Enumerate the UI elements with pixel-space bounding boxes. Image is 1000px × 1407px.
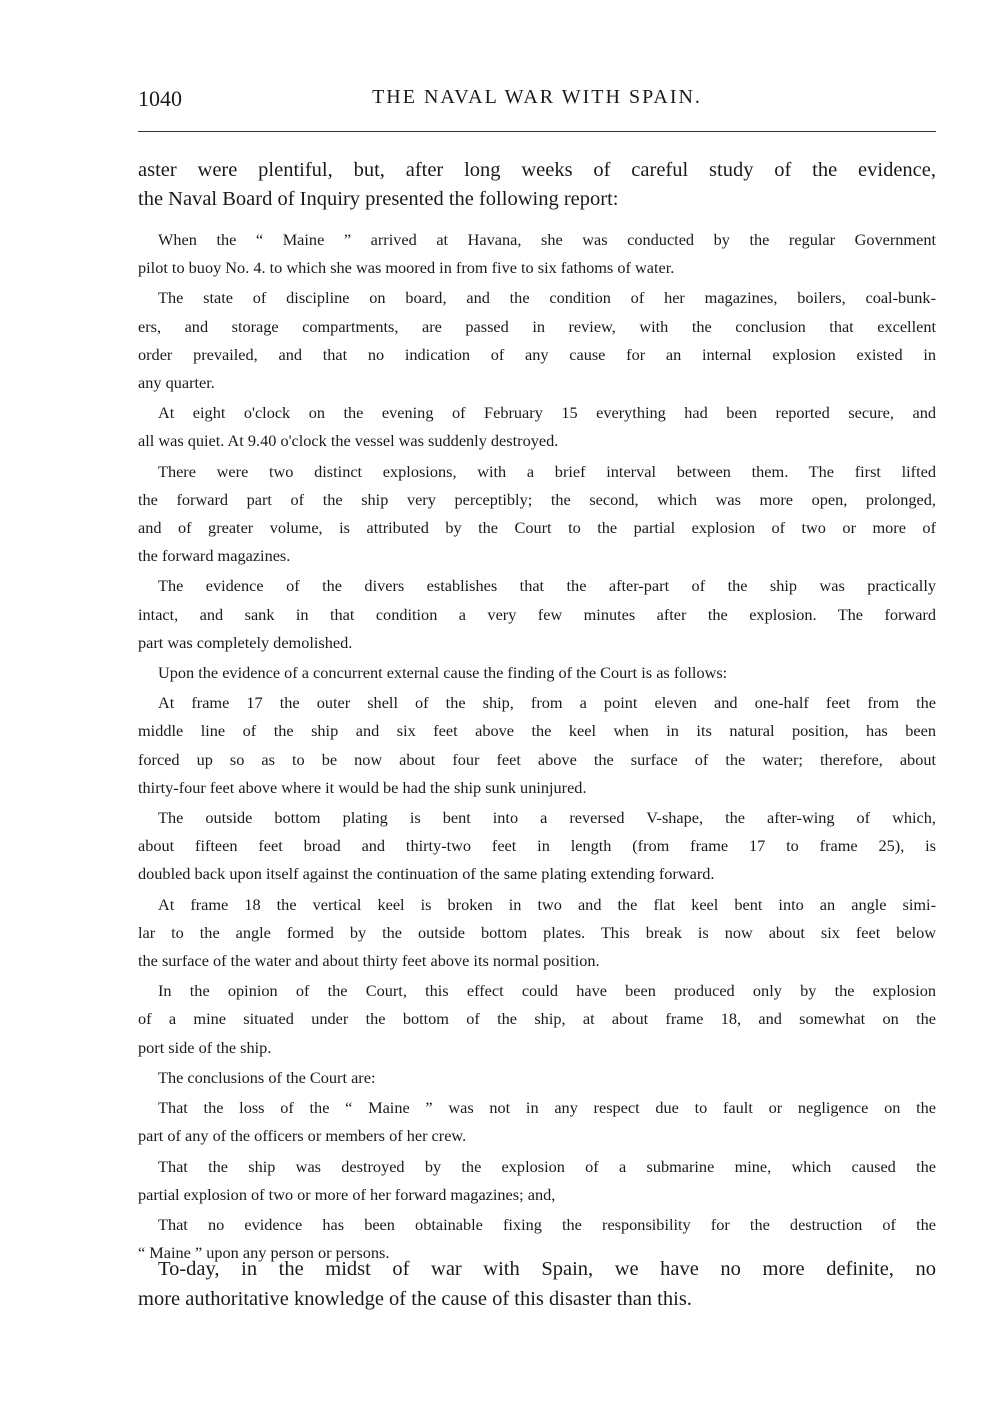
text-line: of a mine situated under the bottom of the ship, at about frame 18, and somewhat on the: [138, 1009, 936, 1029]
text-line: At frame 18 the vertical keel is broken in two and the flat keel bent into an angle simi-: [158, 894, 936, 914]
paragraph: [138, 399, 936, 455]
text-line: lar to the angle formed by the outside bottom plates. This break is now about six feet below: [138, 922, 936, 942]
text-line: the Naval Board of Inquiry presented the following report:: [138, 188, 619, 210]
paragraph: [138, 284, 936, 397]
text-line: forced up so as to be now about four feet above the surface of the water; therefore, about: [138, 749, 936, 769]
text-line: doubled back upon itself against the continuation of the same plating extending forward.: [138, 864, 715, 884]
text-line: That the ship was destroyed by the explosion of a submarine mine, which caused the: [158, 1156, 936, 1176]
text-line: aster were plentiful, but, after long weeks of careful study of the evidence,: [138, 159, 936, 181]
text-line: The evidence of the divers establishes that the after-part of the ship was practically: [158, 576, 936, 596]
text-line: In the opinion of the Court, this effect could have been produced only by the explosion: [158, 981, 936, 1001]
text-line: That the loss of the “ Maine ” was not in any respect due to fault or negligence on the: [158, 1098, 936, 1118]
paragraph: [138, 1094, 936, 1150]
text-line: order prevailed, and that no indication of any cause for an internal explosion existed in: [138, 344, 936, 364]
text-line: The outside bottom plating is bent into a reversed V-shape, the after-wing of which,: [158, 808, 936, 828]
paragraph: [138, 572, 936, 657]
closing-text: [138, 1254, 936, 1316]
report-text: [138, 226, 936, 1269]
paragraph: [138, 458, 936, 571]
text-line: and of greater volume, is attributed by the Court to the partial explosion of two or more of: [138, 518, 936, 538]
paragraph: [138, 1254, 936, 1314]
paragraph: [138, 226, 936, 282]
text-line: part was completely demolished.: [138, 632, 353, 652]
page-header: [138, 86, 936, 116]
paragraph: [138, 1064, 936, 1092]
text-line: At frame 17 the outer shell of the ship, from a point eleven and one-half feet from the: [158, 693, 936, 713]
paragraph: [138, 1153, 936, 1209]
text-line: all was quiet. At 9.40 o'clock the vessel was suddenly destroyed.: [138, 431, 559, 451]
paragraph: [138, 804, 936, 889]
text-line: Upon the evidence of a concurrent external cause the finding of the Court is as follows:: [158, 663, 728, 683]
text-line: The state of discipline on board, and the condition of her magazines, boilers, coal-bunk-: [158, 288, 936, 308]
text-line: port side of the ship.: [138, 1037, 272, 1057]
paragraph: [138, 977, 936, 1062]
text-line: part of any of the officers or members of her crew.: [138, 1126, 467, 1146]
text-line: partial explosion of two or more of her forward magazines; and,: [138, 1184, 556, 1204]
text-line: thirty-four feet above where it would be had the ship sunk uninjured.: [138, 777, 587, 797]
paragraph: [138, 891, 936, 976]
paragraph: [138, 156, 936, 214]
text-line: any quarter.: [138, 373, 215, 393]
text-line: pilot to buoy No. 4. to which she was moored in from five to six fathoms of water.: [138, 258, 675, 278]
text-line: “ Maine ” upon any person or persons.: [138, 1243, 390, 1263]
paragraph: [138, 659, 936, 687]
text-line: middle line of the ship and six feet above the keel when in its natural position, has been: [138, 721, 936, 741]
text-line: the surface of the water and about thirty feet above its normal position.: [138, 951, 600, 971]
text-line: the forward part of the ship very perceptibly; the second, which was more open, prolonged,: [138, 489, 936, 509]
text-line: At eight o'clock on the evening of February 15 everything had been reported secure, and: [158, 403, 936, 423]
intro-text: [138, 156, 936, 216]
running-title: THE NAVAL WAR WITH SPAIN.: [372, 86, 702, 108]
text-line: There were two distinct explosions, with a brief interval between them. The first lifted: [158, 461, 936, 481]
text-line: more authoritative knowledge of the cause of this disaster than this.: [138, 1288, 692, 1310]
text-line: ers, and storage compartments, are passed in review, with the conclusion that excellent: [138, 316, 936, 336]
header-rule: [138, 131, 936, 132]
text-line: To-day, in the midst of war with Spain, we have no more definite, no: [158, 1258, 936, 1280]
text-line: The conclusions of the Court are:: [158, 1067, 376, 1087]
page-number: 1040: [138, 86, 182, 111]
text-line: intact, and sank in that condition a very few minutes after the explosion. The forward: [138, 604, 936, 624]
paragraph: [138, 689, 936, 802]
text-line: the forward magazines.: [138, 546, 291, 566]
text-line: When the “ Maine ” arrived at Havana, she was conducted by the regular Government: [158, 230, 936, 249]
text-line: about fifteen feet broad and thirty-two feet in length (from frame 17 to frame 25), is: [138, 836, 936, 856]
text-line: That no evidence has been obtainable fixing the responsibility for the destruction of the: [158, 1214, 936, 1234]
